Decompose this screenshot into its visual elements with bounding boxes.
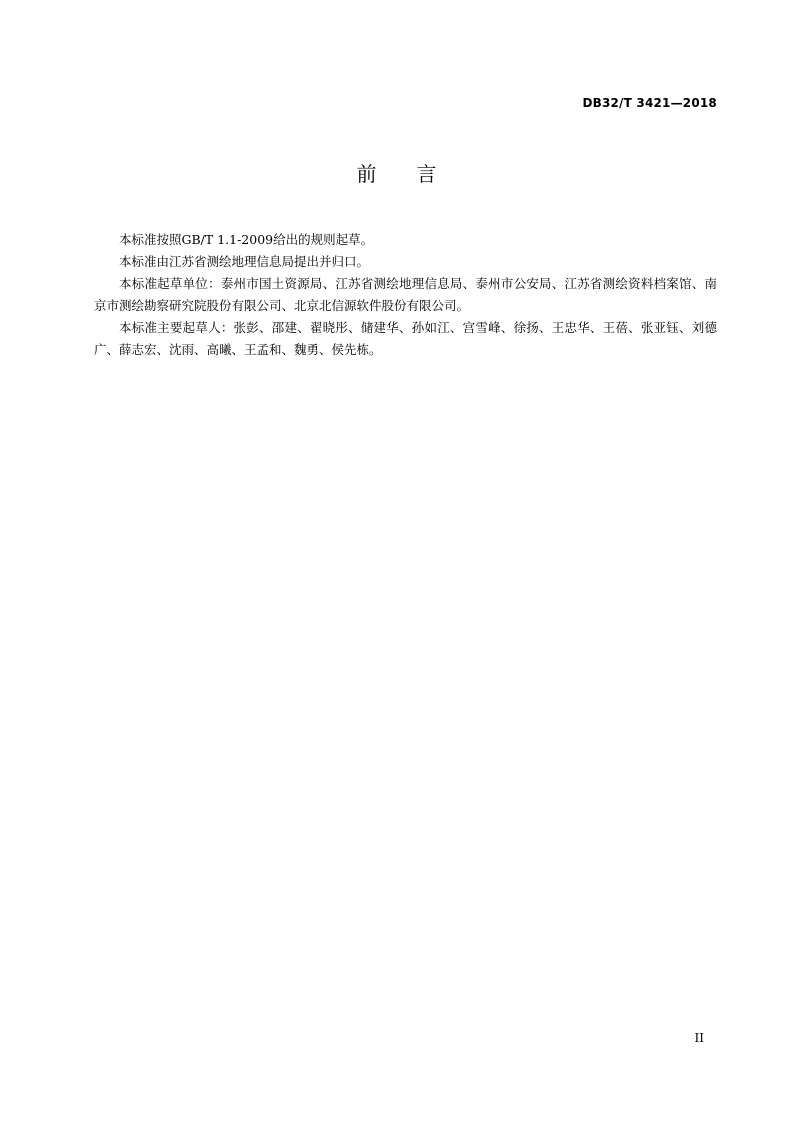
- paragraph-proposer: 本标准由江苏省测绘地理信息局提出并归口。: [119, 254, 370, 269]
- paragraph-drafters: 本标准主要起草人：张彭、邵建、翟晓彤、储建华、孙如江、宫雪峰、徐扬、王忠华、王蓓、张亚钰、刘德广、薛志宏、沈雨、高曦、王孟和、魏勇、侯先栋。: [94, 320, 717, 357]
- page-number: II: [694, 1031, 704, 1045]
- section-title: 前言: [356, 162, 477, 186]
- document-code: DB32/T 3421—2018: [582, 96, 717, 110]
- paragraph-drafting-units: 本标准起草单位：泰州市国土资源局、江苏省测绘地理信息局、泰州市公安局、江苏省测绘资料档案馆、南京市测绘勘察研究院股份有限公司、北京北信源软件股份有限公司。: [94, 276, 717, 313]
- body-text: [94, 229, 717, 361]
- paragraph-drafting-rules: 本标准按照GB/T 1.1-2009给出的规则起草。: [119, 232, 374, 247]
